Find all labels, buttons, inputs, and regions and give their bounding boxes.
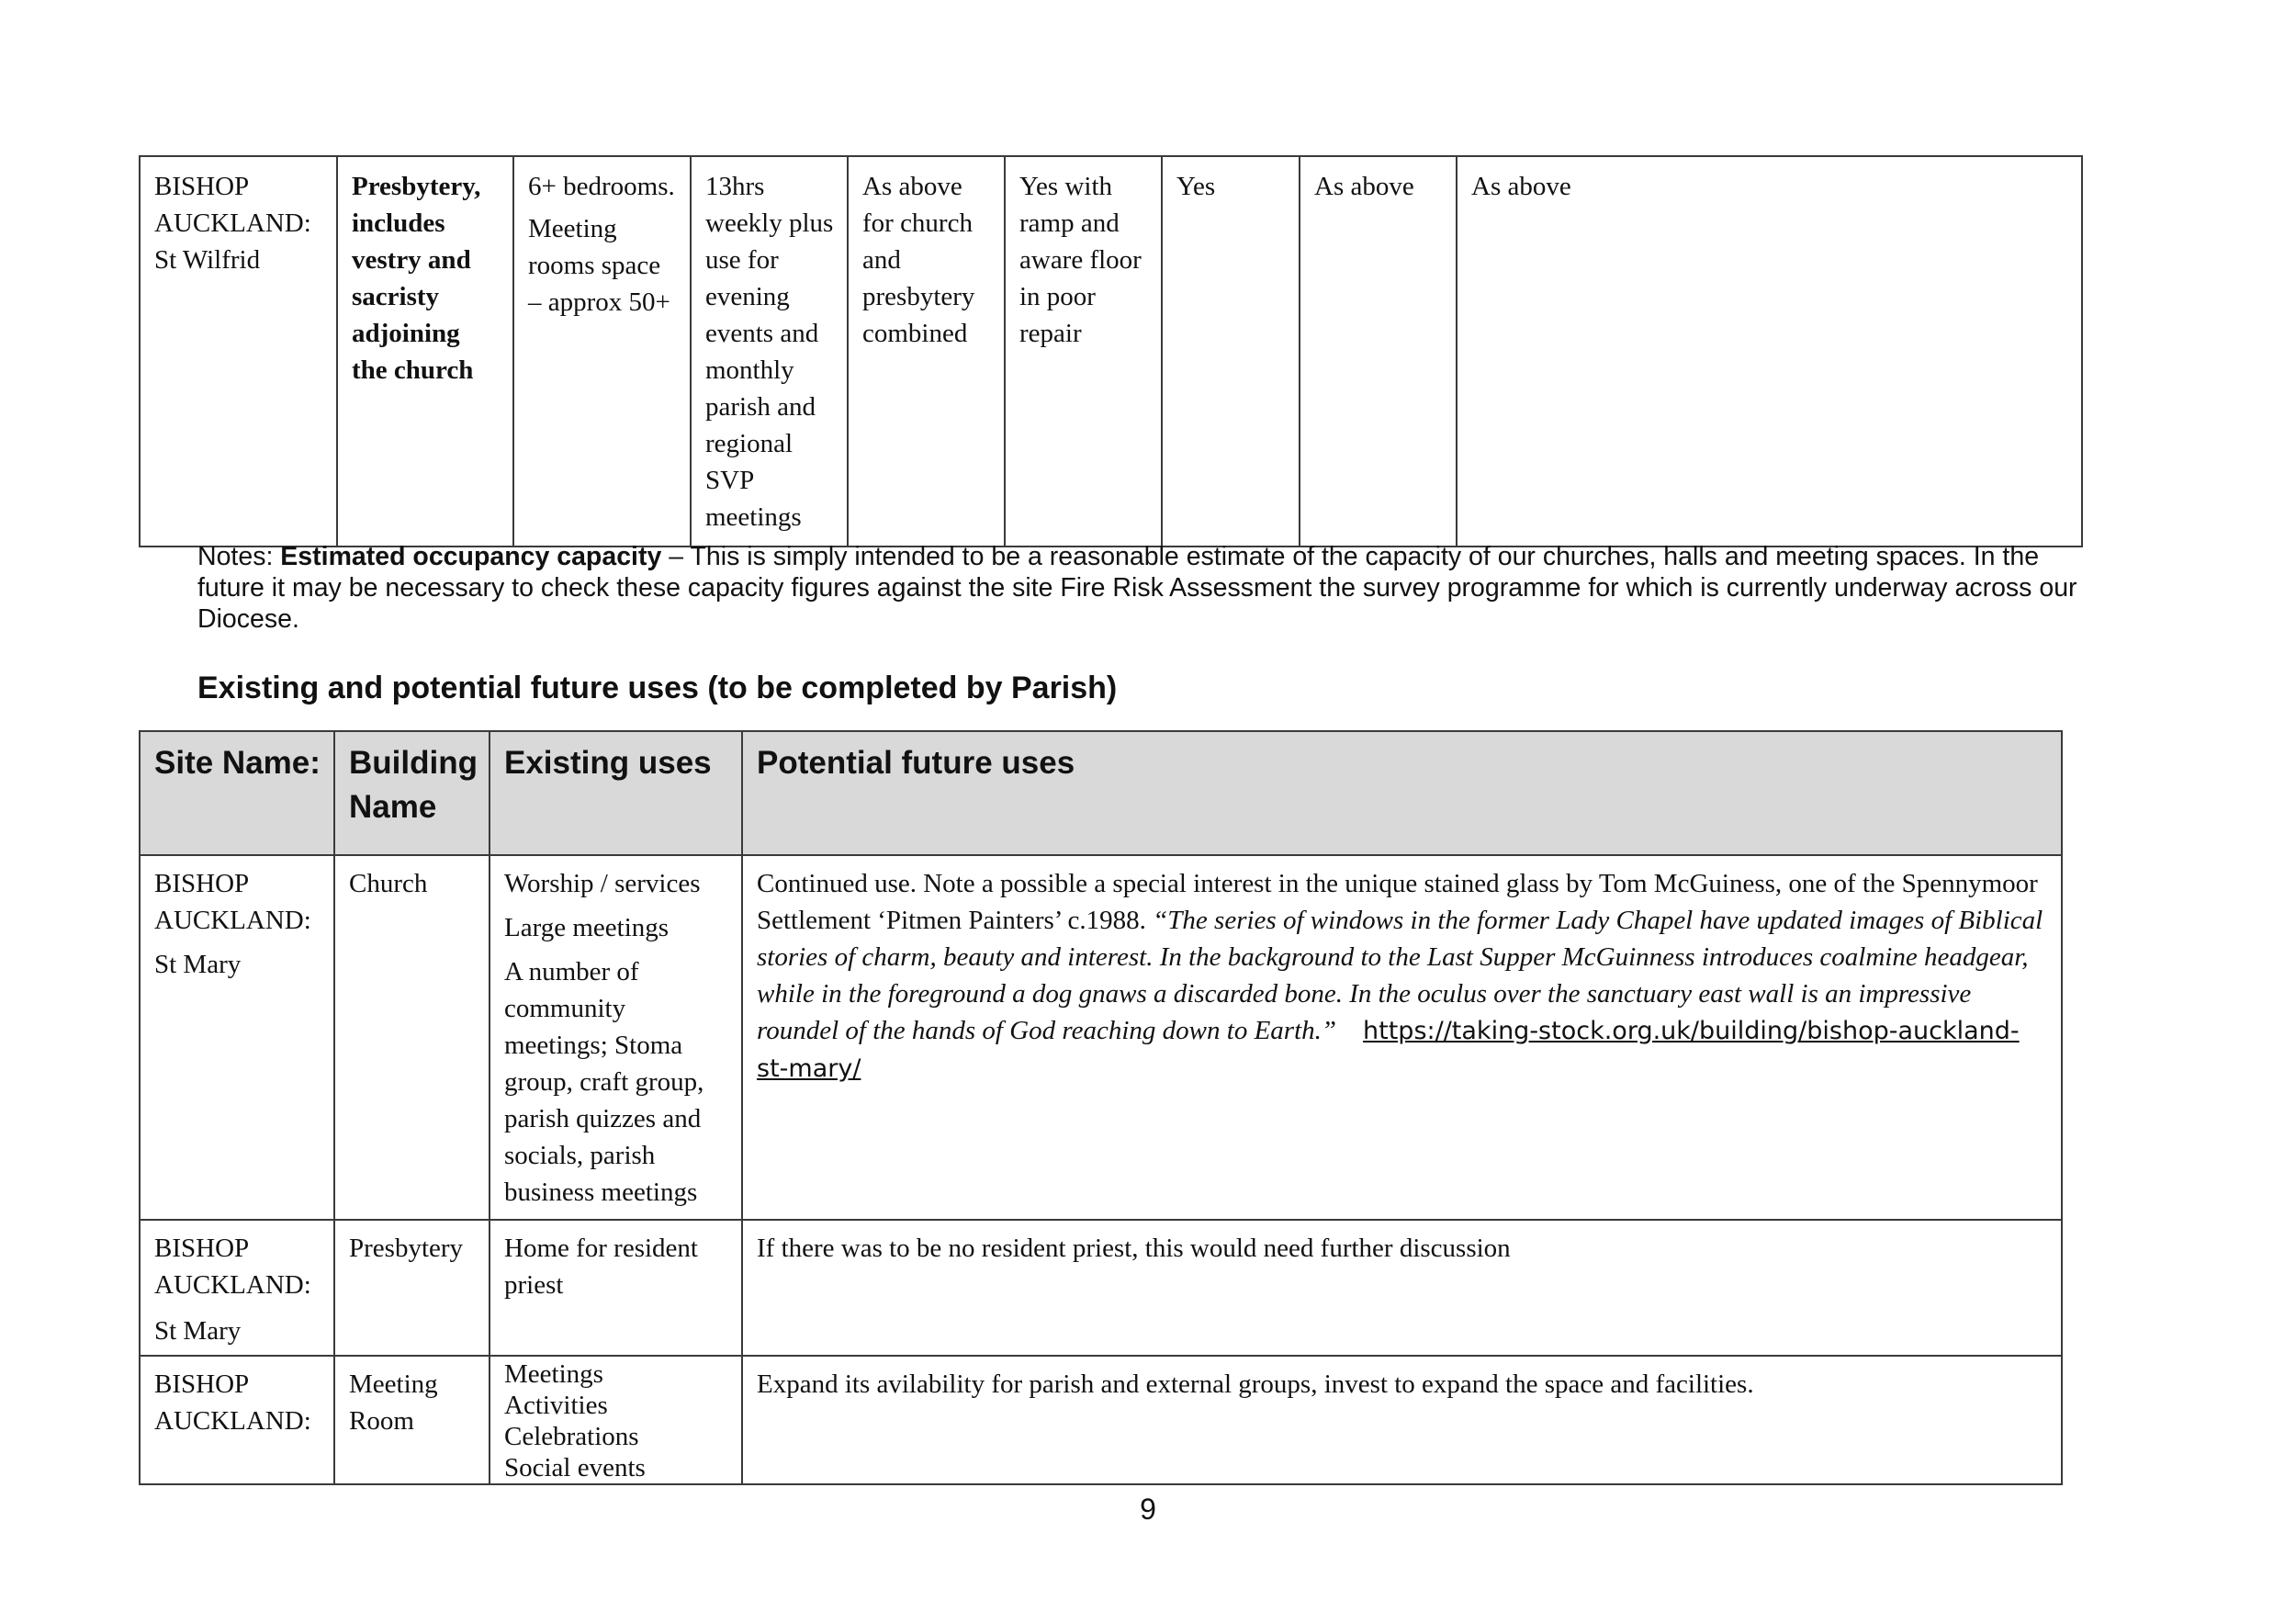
building-cell: Presbytery bbox=[334, 1220, 490, 1356]
table-row bbox=[140, 156, 2082, 547]
page-number: 9 bbox=[1140, 1493, 1156, 1526]
site-line: BISHOP AUCKLAND: bbox=[154, 869, 311, 935]
bedrooms-text: 6+ bedrooms. bbox=[528, 172, 675, 201]
capacity-table bbox=[139, 155, 2083, 547]
header-potential-future-uses: Potential future uses bbox=[742, 731, 2062, 855]
taking-stock-link[interactable]: https://taking-stock.org.uk/building/bishop-auckland-st-mary/ bbox=[757, 1017, 2020, 1083]
building-cell: Meeting Room bbox=[334, 1356, 490, 1484]
hours-cell: 13hrs weekly plus use for evening events and monthly parish and regional SVP meetings bbox=[691, 156, 848, 547]
future-uses-cell: If there was to be no resident priest, this would need further discussion bbox=[742, 1220, 2062, 1356]
access-cell: Yes with ramp and aware floor in poor repair bbox=[1005, 156, 1162, 547]
site-line: AUCKLAND: bbox=[154, 209, 311, 238]
use-item: Meetings bbox=[504, 1359, 603, 1389]
future-uses-quote: “The series of windows in the former Lady Chapel have updated images of Biblical stories of charm, beauty and interest. In the background to the Last Supper McGuinness introduces coalmine headgear, while in the foreground a dog gnaws a discarded bone. In the oculus over the sanctuary east wall is an impressive roundel of the hands of God reaching down to Earth.” bbox=[757, 906, 2043, 1045]
existing-uses-cell bbox=[490, 855, 742, 1220]
table-row bbox=[140, 1220, 2062, 1356]
table-row bbox=[140, 1356, 2062, 1484]
site-name-cell bbox=[140, 1220, 334, 1356]
site-name-cell bbox=[140, 855, 334, 1220]
future-uses-cell: Expand its avilability for parish and external groups, invest to expand the space and facilities. bbox=[742, 1356, 2062, 1484]
use-item: Worship / services bbox=[504, 869, 701, 898]
header-row bbox=[140, 731, 2062, 855]
site-line: St Mary bbox=[154, 1316, 242, 1346]
table-row bbox=[140, 855, 2062, 1220]
combined-cell: As above for church and presbytery combined bbox=[848, 156, 1005, 547]
uses-table bbox=[139, 730, 2063, 1485]
use-item: Social events bbox=[504, 1453, 646, 1482]
notes-text: – This is simply intended to be a reasonable estimate of the capacity of our churches, halls and meeting spaces. In the future it may be necessary to check these capacity figures against the site Fire Risk Assessment the survey programme for which is currently underway across our Diocese. bbox=[197, 542, 2077, 634]
site-line: BISHOP bbox=[154, 172, 250, 201]
use-item: Large meetings bbox=[504, 913, 670, 942]
as-above-cell: As above bbox=[1457, 156, 2082, 547]
header-site-name: Site Name: bbox=[140, 731, 334, 855]
use-item: Celebrations bbox=[504, 1422, 639, 1451]
section-heading: Existing and potential future uses (to be completed by Parish) bbox=[197, 671, 1118, 705]
site-line: St Wilfrid bbox=[154, 245, 261, 275]
site-name-cell: BISHOP AUCKLAND: bbox=[140, 1356, 334, 1484]
header-existing-uses: Existing uses bbox=[490, 731, 742, 855]
notes-prefix: Notes: bbox=[197, 542, 281, 571]
as-above-cell: As above bbox=[1300, 156, 1457, 547]
existing-uses-cell bbox=[490, 1356, 742, 1484]
site-name-cell bbox=[140, 156, 337, 547]
meeting-rooms-text: Meeting rooms space – approx 50+ bbox=[528, 214, 670, 317]
rooms-cell bbox=[513, 156, 691, 547]
building-cell: Church bbox=[334, 855, 490, 1220]
site-line: St Mary bbox=[154, 950, 242, 979]
notes-paragraph bbox=[197, 541, 2089, 635]
existing-uses-cell: Home for resident priest bbox=[490, 1220, 742, 1356]
site-line: BISHOP AUCKLAND: bbox=[154, 1234, 311, 1300]
yes-cell: Yes bbox=[1162, 156, 1300, 547]
future-uses-text: Continued use. Note a possible a special interest in the unique stained glass by Tom McGuiness, one of the Spennymoor Settlement ‘Pitmen Painters’ c.1988. bbox=[757, 869, 2038, 935]
building-cell: Presbytery, includes vestry and sacristy adjoining the church bbox=[337, 156, 513, 547]
future-uses-cell bbox=[742, 855, 2062, 1220]
use-item: Activities bbox=[504, 1391, 608, 1420]
use-item: A number of community meetings; Stoma group, craft group, parish quizzes and socials, parish business meetings bbox=[504, 957, 704, 1207]
notes-bold-term: Estimated occupancy capacity bbox=[280, 542, 662, 571]
header-building-name: Building Name bbox=[334, 731, 490, 855]
